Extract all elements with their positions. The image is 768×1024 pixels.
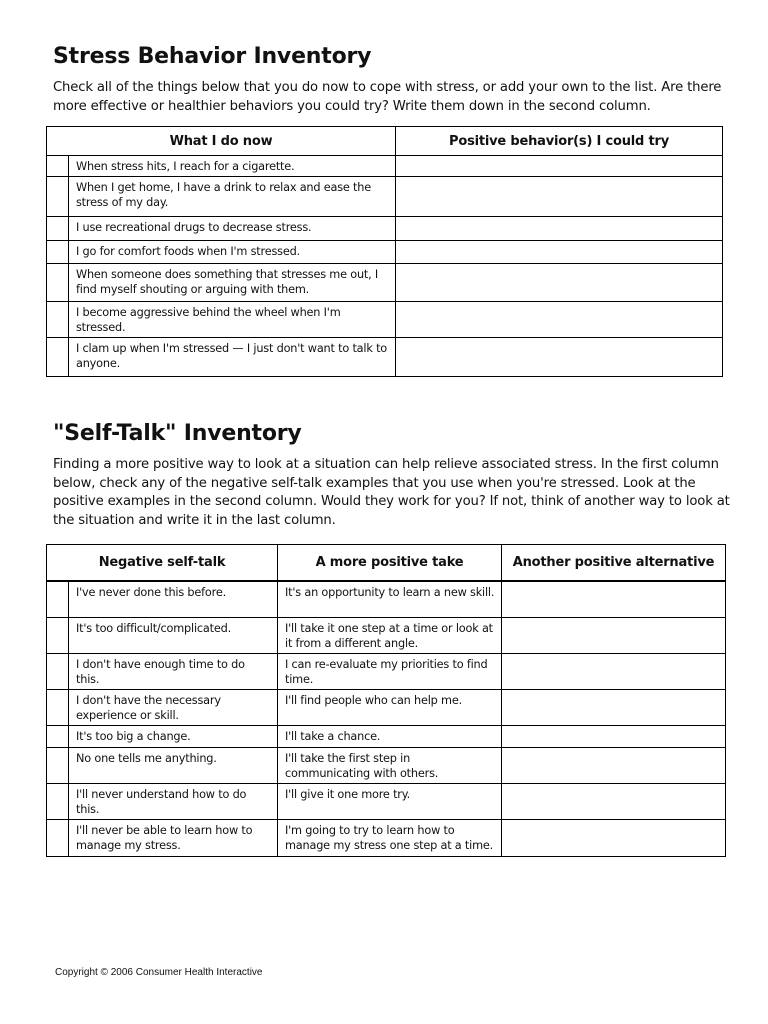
checkbox[interactable] bbox=[47, 581, 69, 618]
alternative-text bbox=[502, 820, 725, 825]
positive-take-cell bbox=[278, 581, 502, 618]
stress-table-header-row bbox=[47, 127, 723, 156]
negative-cell bbox=[69, 654, 278, 690]
checkbox[interactable] bbox=[47, 241, 69, 264]
positive-take-cell bbox=[278, 820, 502, 857]
alternative-field[interactable] bbox=[502, 748, 726, 784]
header-positive-take: A more positive take bbox=[278, 545, 502, 581]
checkbox[interactable] bbox=[47, 748, 69, 784]
alternative-text bbox=[502, 582, 725, 587]
alternative-field[interactable] bbox=[502, 654, 726, 690]
positive-behavior-text bbox=[396, 264, 722, 269]
checkbox[interactable] bbox=[47, 177, 69, 217]
positive-behavior-text bbox=[396, 338, 722, 343]
what-i-do-text: When someone does something that stresses me out, I find myself shouting or arguing with them. bbox=[76, 268, 379, 296]
header-another-alternative: Another positive alternative bbox=[502, 545, 726, 581]
what-i-do-text: When stress hits, I reach for a cigarette. bbox=[76, 160, 295, 173]
table-row bbox=[47, 726, 726, 748]
table-row bbox=[47, 338, 723, 377]
positive-take-cell bbox=[278, 654, 502, 690]
positive-take-text: I'll give it one more try. bbox=[285, 788, 411, 801]
positive-take-text: I'll take the first step in communicating with others. bbox=[285, 752, 439, 780]
what-i-do-text: I use recreational drugs to decrease stress. bbox=[76, 221, 312, 234]
table-row bbox=[47, 302, 723, 338]
positive-take-text: I can re-evaluate my priorities to find time. bbox=[285, 658, 488, 686]
table-row bbox=[47, 618, 726, 654]
checkbox[interactable] bbox=[47, 338, 69, 377]
positive-take-cell bbox=[278, 726, 502, 748]
checkbox[interactable] bbox=[47, 264, 69, 302]
negative-text: I'll never be able to learn how to manage my stress. bbox=[76, 824, 253, 852]
positive-behavior-field[interactable] bbox=[396, 217, 723, 241]
what-i-do-text: When I get home, I have a drink to relax and ease the stress of my day. bbox=[76, 181, 371, 209]
checkbox[interactable] bbox=[47, 156, 69, 177]
stress-inventory-table bbox=[46, 126, 723, 377]
what-i-do-cell bbox=[69, 177, 396, 217]
what-i-do-text: I become aggressive behind the wheel when I'm stressed. bbox=[76, 306, 341, 334]
negative-cell bbox=[69, 690, 278, 726]
negative-cell bbox=[69, 748, 278, 784]
positive-behavior-text bbox=[396, 217, 722, 222]
alternative-text bbox=[502, 726, 725, 731]
what-i-do-text: I clam up when I'm stressed — I just don't want to talk to anyone. bbox=[76, 342, 388, 370]
negative-cell bbox=[69, 820, 278, 857]
checkbox[interactable] bbox=[47, 690, 69, 726]
alternative-field[interactable] bbox=[502, 581, 726, 618]
positive-behavior-text bbox=[396, 241, 722, 246]
header-positive-behaviors: Positive behavior(s) I could try bbox=[396, 127, 723, 156]
positive-take-text: I'll take it one step at a time or look at it from a different angle. bbox=[285, 622, 493, 650]
header-negative-self-talk: Negative self-talk bbox=[47, 545, 278, 581]
negative-text: No one tells me anything. bbox=[76, 752, 217, 765]
what-i-do-cell bbox=[69, 156, 396, 177]
table-row bbox=[47, 264, 723, 302]
positive-behavior-field[interactable] bbox=[396, 177, 723, 217]
alternative-field[interactable] bbox=[502, 690, 726, 726]
positive-take-text: I'll find people who can help me. bbox=[285, 694, 462, 707]
what-i-do-cell bbox=[69, 264, 396, 302]
checkbox[interactable] bbox=[47, 784, 69, 820]
table-row bbox=[47, 820, 726, 857]
checkbox[interactable] bbox=[47, 618, 69, 654]
table-row bbox=[47, 241, 723, 264]
table-row bbox=[47, 177, 723, 217]
checkbox[interactable] bbox=[47, 820, 69, 857]
positive-take-cell bbox=[278, 690, 502, 726]
what-i-do-text: I go for comfort foods when I'm stressed. bbox=[76, 245, 300, 258]
positive-behavior-field[interactable] bbox=[396, 241, 723, 264]
table-row bbox=[47, 156, 723, 177]
negative-cell bbox=[69, 618, 278, 654]
checkbox[interactable] bbox=[47, 217, 69, 241]
checkbox[interactable] bbox=[47, 302, 69, 338]
negative-cell bbox=[69, 784, 278, 820]
header-what-i-do-now: What I do now bbox=[47, 127, 396, 156]
table-row bbox=[47, 581, 726, 618]
negative-text: I don't have the necessary experience or skill. bbox=[76, 694, 221, 722]
negative-text: I don't have enough time to do this. bbox=[76, 658, 245, 686]
table-row bbox=[47, 784, 726, 820]
what-i-do-cell bbox=[69, 241, 396, 264]
alternative-field[interactable] bbox=[502, 726, 726, 748]
alternative-text bbox=[502, 784, 725, 789]
negative-text: I'll never understand how to do this. bbox=[76, 788, 247, 816]
copyright-notice: Copyright © 2006 Consumer Health Interactive bbox=[55, 967, 263, 978]
checkbox[interactable] bbox=[47, 654, 69, 690]
positive-take-text: I'm going to try to learn how to manage my stress one step at a time. bbox=[285, 824, 494, 852]
positive-take-cell bbox=[278, 748, 502, 784]
positive-behavior-field[interactable] bbox=[396, 302, 723, 338]
positive-behavior-text bbox=[396, 156, 722, 161]
table-row bbox=[47, 217, 723, 241]
positive-take-text: I'll take a chance. bbox=[285, 730, 381, 743]
positive-take-cell bbox=[278, 618, 502, 654]
self-talk-header-row bbox=[47, 545, 726, 581]
alternative-text bbox=[502, 748, 725, 753]
negative-text: I've never done this before. bbox=[76, 585, 226, 599]
what-i-do-cell bbox=[69, 338, 396, 377]
positive-behavior-text bbox=[396, 177, 722, 182]
positive-behavior-field[interactable] bbox=[396, 264, 723, 302]
alternative-text bbox=[502, 690, 725, 695]
alternative-field[interactable] bbox=[502, 618, 726, 654]
self-talk-title: "Self-Talk" Inventory bbox=[53, 421, 302, 446]
alternative-field[interactable] bbox=[502, 820, 726, 857]
checkbox[interactable] bbox=[47, 726, 69, 748]
what-i-do-cell bbox=[69, 302, 396, 338]
positive-take-text: It's an opportunity to learn a new skill. bbox=[285, 585, 495, 599]
positive-take-cell bbox=[278, 784, 502, 820]
positive-behavior-field[interactable] bbox=[396, 156, 723, 177]
stress-inventory-intro: Check all of the things below that you do now to cope with stress, or add your own to the list. Are there more effective or healthier behaviors you could try? Write them down in the second column. bbox=[53, 80, 722, 114]
positive-behavior-text bbox=[396, 302, 722, 307]
alternative-text bbox=[502, 618, 725, 623]
what-i-do-cell bbox=[69, 217, 396, 241]
negative-cell bbox=[69, 581, 278, 618]
table-row bbox=[47, 690, 726, 726]
alternative-text bbox=[502, 654, 725, 659]
negative-cell bbox=[69, 726, 278, 748]
table-row bbox=[47, 748, 726, 784]
stress-inventory-title: Stress Behavior Inventory bbox=[53, 44, 372, 69]
negative-text: It's too big a change. bbox=[76, 730, 191, 743]
alternative-field[interactable] bbox=[502, 784, 726, 820]
self-talk-intro: Finding a more positive way to look at a situation can help relieve associated stress. In the first column below, check any of the negative self-talk examples that you use when you're stressed. Look at the positive examples in the second column. Would they work for you? If not, think of another way to look at the situation and write it in the last column. bbox=[53, 457, 730, 528]
self-talk-table bbox=[46, 544, 726, 857]
negative-text: It's too difficult/complicated. bbox=[76, 622, 231, 635]
positive-behavior-field[interactable] bbox=[396, 338, 723, 377]
table-row bbox=[47, 654, 726, 690]
